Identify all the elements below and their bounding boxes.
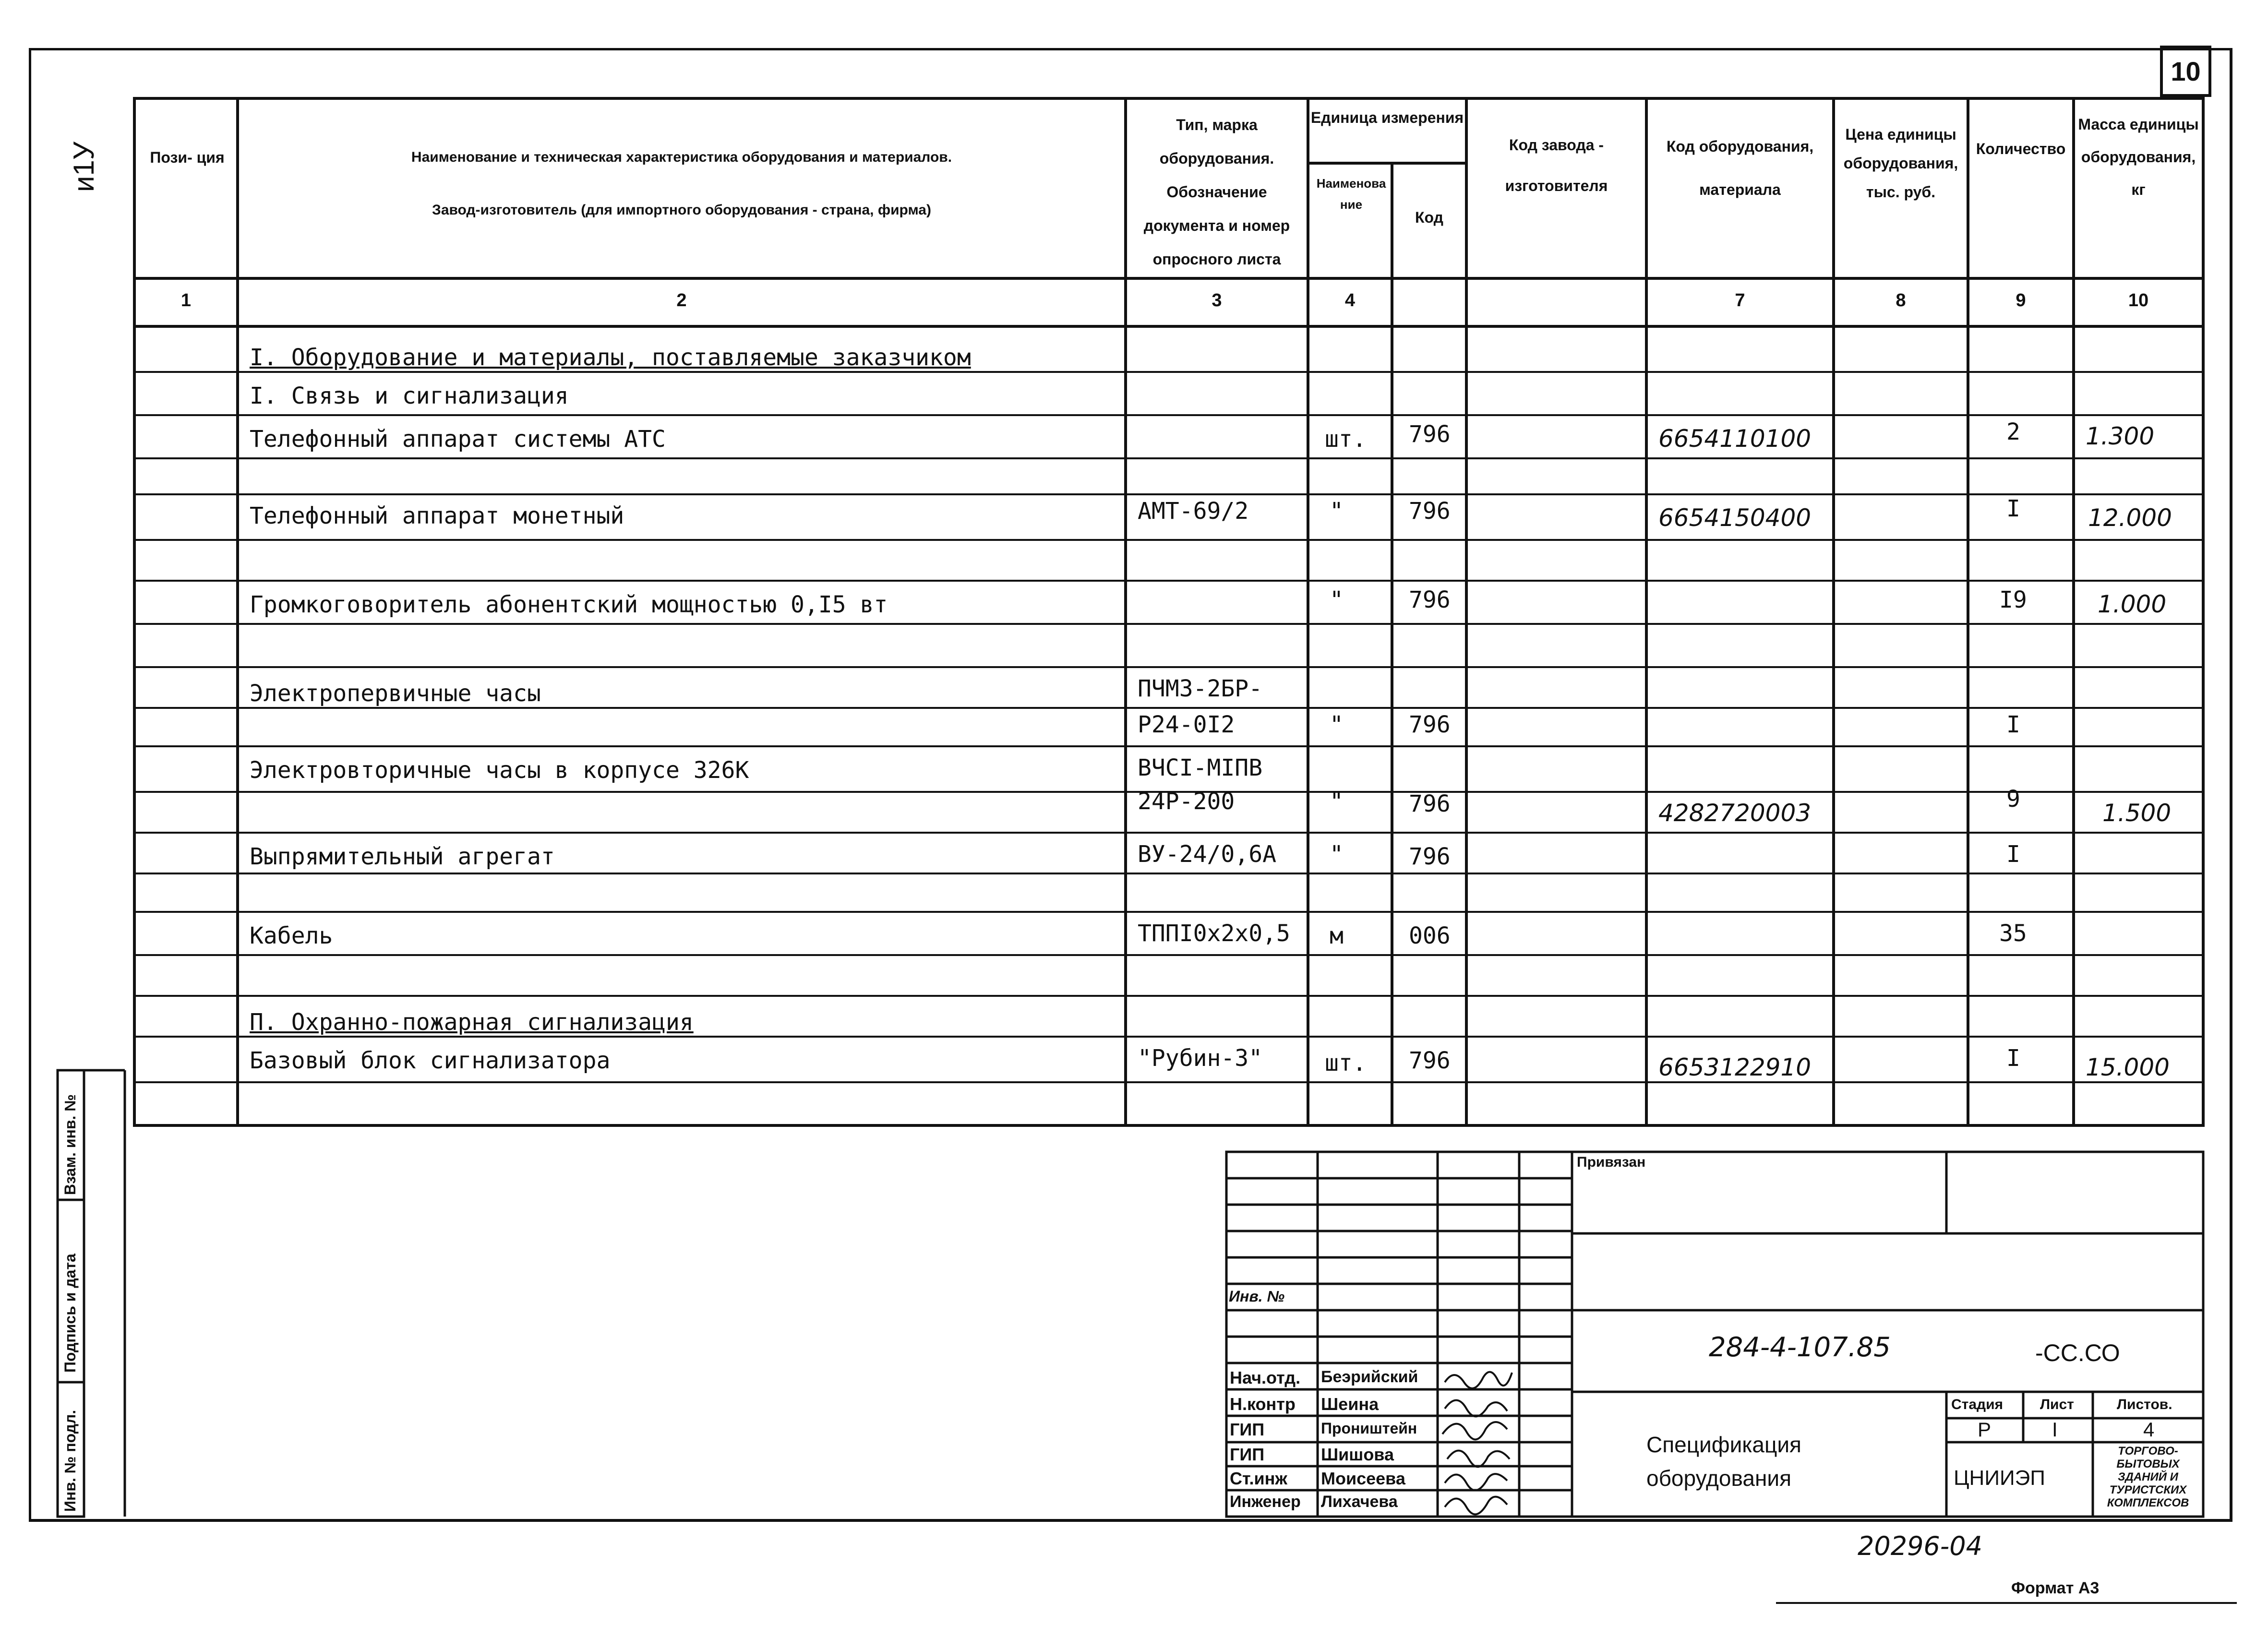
row-unit: " bbox=[1330, 841, 1344, 868]
name-2: Шеина bbox=[1321, 1394, 1379, 1414]
row-name: Громкоговоритель абонентский мощностью 0,I5 вт bbox=[250, 591, 888, 618]
row-code: 006 bbox=[1409, 922, 1451, 949]
row-mass: 1.000 bbox=[2098, 590, 2167, 618]
row-type: ВУ-24/0,6А bbox=[1138, 841, 1276, 868]
archive-number: 20296-04 bbox=[1858, 1531, 1982, 1561]
doc-suffix: -СС.СО bbox=[2035, 1339, 2120, 1366]
colnum-4: 4 bbox=[1344, 290, 1356, 311]
margin-mark: и1У bbox=[68, 142, 100, 192]
role-6: Инженер bbox=[1230, 1493, 1301, 1511]
organization-description: ТОРГОВО-БЫТОВЫХ ЗДАНИЙ И ТУРИСТСКИХ КОМПЛЕКСОВ bbox=[2107, 1445, 2189, 1509]
inv-no-label: Инв. № bbox=[1229, 1288, 1285, 1305]
row-mass: 1.500 bbox=[2102, 799, 2172, 827]
subsection-heading: I. Связь и сигнализация bbox=[250, 383, 569, 409]
row-unit: " bbox=[1330, 498, 1344, 525]
colnum-2: 2 bbox=[676, 290, 687, 311]
colnum-8: 8 bbox=[1896, 290, 1906, 311]
sheets-label: Листов. bbox=[2117, 1397, 2172, 1412]
row-name: Электропервичные часы bbox=[250, 680, 541, 707]
row-type: Р24-0I2 bbox=[1138, 711, 1235, 738]
colnum-9: 9 bbox=[2016, 290, 2026, 311]
header-unit-code: Код bbox=[1415, 209, 1443, 226]
signature-3 bbox=[1442, 1422, 1507, 1439]
colnum-3: 3 bbox=[1212, 290, 1222, 311]
row-code: 796 bbox=[1409, 843, 1451, 870]
header-unit-name: Наименование bbox=[1316, 176, 1386, 212]
stage-label: Стадия bbox=[1951, 1397, 2004, 1412]
signature-5 bbox=[1445, 1474, 1507, 1490]
header-price: Цена единицы оборудования, тыс. руб. bbox=[1843, 126, 1958, 201]
row-name: Телефонный аппарат системы АТС bbox=[250, 426, 666, 453]
name-5: Моисеева bbox=[1321, 1469, 1405, 1488]
row-type: АМТ-69/2 bbox=[1138, 498, 1249, 525]
header-name-line1: Наименование и техническая характеристика оборудования и материалов. bbox=[411, 149, 952, 165]
privyazan-label: Привязан bbox=[1577, 1154, 1646, 1170]
row-name: Выпрямительный агрегат bbox=[250, 843, 555, 870]
role-1: Нач.отд. bbox=[1230, 1368, 1301, 1387]
colnum-10: 10 bbox=[2128, 290, 2149, 311]
row-qty: 35 bbox=[1999, 920, 2027, 947]
organization: ЦНИИЭП bbox=[1954, 1466, 2045, 1490]
role-2: Н.контр bbox=[1230, 1394, 1296, 1414]
row-code: 796 bbox=[1409, 421, 1451, 448]
colnum-7: 7 bbox=[1735, 290, 1745, 311]
row-mat-code: 6654110100 bbox=[1658, 425, 1812, 453]
header-unit-group: Единица измерения bbox=[1310, 109, 1464, 126]
row-mass: 12.000 bbox=[2088, 504, 2172, 532]
row-qty: 2 bbox=[2006, 418, 2020, 445]
document-title: Спецификация оборудования bbox=[1646, 1432, 1801, 1491]
row-type: ВЧСI-МIПВ bbox=[1138, 754, 1263, 781]
row-name: Телефонный аппарат монетный bbox=[250, 502, 624, 529]
role-4: ГИП bbox=[1230, 1445, 1265, 1464]
row-code: 796 bbox=[1409, 711, 1451, 738]
row-unit: " bbox=[1330, 711, 1344, 738]
side-label-replaced-inv: Взам. инв. № bbox=[61, 1094, 79, 1195]
row-unit: шт. bbox=[1325, 426, 1367, 453]
row-type: ТППI0х2х0,5 bbox=[1138, 920, 1290, 947]
header-material-code: Код оборудования, материала bbox=[1666, 138, 1814, 198]
row-code: 796 bbox=[1409, 498, 1451, 525]
header-position: Пози- ция bbox=[150, 149, 225, 166]
row-mat-code: 4282720003 bbox=[1658, 799, 1812, 827]
row-unit: шт. bbox=[1325, 1050, 1367, 1076]
row-code: 796 bbox=[1409, 1047, 1451, 1074]
row-mass: 1.300 bbox=[2086, 422, 2155, 450]
row-name: Кабель bbox=[250, 922, 333, 949]
row-qty: I9 bbox=[1999, 586, 2027, 613]
row-name: Базовый блок сигнализатора bbox=[250, 1047, 611, 1074]
row-mass: 15.000 bbox=[2086, 1053, 2170, 1081]
stage-value: Р bbox=[1978, 1418, 1992, 1441]
row-unit: " bbox=[1330, 586, 1344, 613]
sheets-value: 4 bbox=[2143, 1418, 2155, 1441]
row-type: ПЧМЗ-2БР- bbox=[1138, 675, 1263, 702]
paper-format: Формат А3 bbox=[2011, 1579, 2100, 1597]
name-1: Беэрийский bbox=[1321, 1368, 1418, 1386]
side-label-signature-date: Подпись и дата bbox=[61, 1254, 79, 1373]
row-qty: I bbox=[2006, 841, 2020, 868]
row-name: Электровторичные часы в корпусе 326К bbox=[250, 757, 749, 784]
name-6: Лихачева bbox=[1321, 1493, 1398, 1511]
row-qty: I bbox=[2006, 711, 2020, 738]
row-type: "Рубин-3" bbox=[1138, 1045, 1263, 1072]
row-code: 796 bbox=[1409, 586, 1451, 613]
header-quantity: Количество bbox=[1976, 140, 2066, 157]
row-code: 796 bbox=[1409, 790, 1451, 817]
role-3: ГИП bbox=[1230, 1420, 1265, 1439]
row-unit: " bbox=[1330, 788, 1344, 815]
header-type: Тип, марка оборудования. Обозначение документа и номер опросного листа bbox=[1143, 116, 1290, 268]
signature-4 bbox=[1447, 1451, 1510, 1467]
sheet-label: Лист bbox=[2040, 1397, 2074, 1412]
section-heading: П. Охранно-пожарная сигнализация bbox=[250, 1009, 694, 1036]
doc-code: 284-4-107.85 bbox=[1709, 1332, 1891, 1363]
sheet-value: I bbox=[2052, 1418, 2058, 1441]
signature-2 bbox=[1445, 1400, 1507, 1417]
row-mat-code: 6653122910 bbox=[1658, 1053, 1812, 1081]
role-5: Ст.инж bbox=[1230, 1469, 1287, 1488]
section-heading: I. Оборудование и материалы, поставляемые заказчиком bbox=[250, 344, 971, 371]
row-type: 24Р-200 bbox=[1138, 788, 1235, 815]
header-mass: Масса единицы оборудования, кг bbox=[2078, 116, 2199, 198]
name-3: Проништейн bbox=[1321, 1420, 1417, 1437]
row-qty: I bbox=[2006, 1045, 2020, 1072]
side-label-inv-original: Инв. № подл. bbox=[61, 1410, 79, 1512]
header-name-line2: Завод-изготовитель (для импортного оборудования - страна, фирма) bbox=[432, 202, 931, 218]
row-unit: м bbox=[1330, 922, 1344, 949]
row-mat-code: 6654150400 bbox=[1658, 504, 1812, 532]
row-qty: I bbox=[2006, 495, 2020, 522]
header-plant-code: Код завода - изготовителя bbox=[1505, 136, 1608, 194]
signature-6 bbox=[1445, 1497, 1507, 1515]
sheet-number: 10 bbox=[2160, 46, 2211, 97]
colnum-1: 1 bbox=[180, 290, 192, 311]
signature-1 bbox=[1445, 1372, 1512, 1388]
row-qty: 9 bbox=[2006, 786, 2020, 813]
name-4: Шишова bbox=[1321, 1445, 1394, 1464]
